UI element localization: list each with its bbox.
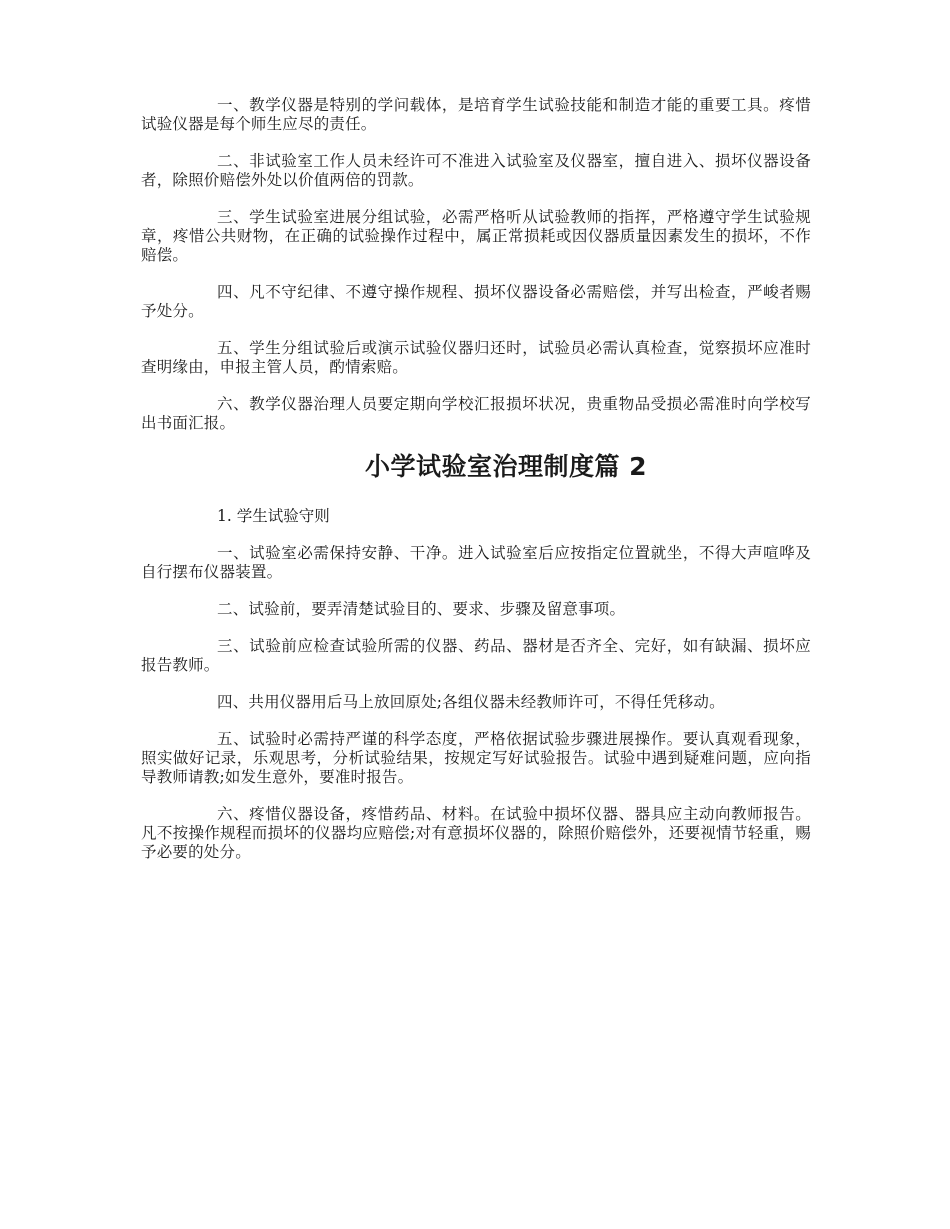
guideline-paragraph-1: 一、试验室必需保持安静、干净。进入试验室后应按指定位置就坐，不得大声喧哗及自行摆布仪器装置。 <box>141 544 811 581</box>
rule-paragraph-4: 四、凡不守纪律、不遵守操作规程、损坏仪器设备必需赔偿，并写出检查，严峻者赐予处分。 <box>141 283 811 320</box>
guideline-paragraph-2: 二、试验前，要弄清楚试验目的、要求、步骤及留意事项。 <box>217 600 626 618</box>
guideline-paragraph-3: 三、试验前应检查试验所需的仪器、药品、器材是否齐全、完好，如有缺漏、损坏应报告教师。 <box>141 637 811 674</box>
rule-paragraph-2: 二、非试验室工作人员未经许可不准进入试验室及仪器室，擅自进入、损坏仪器设备者，除照价赔偿外处以价值两倍的罚款。 <box>141 152 811 189</box>
rule-paragraph-6: 六、教学仪器治理人员要定期向学校汇报损坏状况，贵重物品受损必需准时向学校写出书面汇报。 <box>141 395 811 432</box>
rule-paragraph-5: 五、学生分组试验后或演示试验仪器归还时，试验员必需认真检查，觉察损坏应准时查明缘由，申报主管人员，酌情索赔。 <box>141 339 811 376</box>
section-heading: 小学试验室治理制度篇 2 <box>364 452 648 481</box>
section-subtitle: 1. 学生试验守则 <box>217 507 330 525</box>
rule-paragraph-3: 三、学生试验室进展分组试验，必需严格听从试验教师的指挥，严格遵守学生试验规章，疼惜公共财物，在正确的试验操作过程中，属正常损耗或因仪器质量因素发生的损坏，不作赔偿。 <box>141 208 811 264</box>
document-page <box>141 96 811 880</box>
rule-paragraph-1: 一、教学仪器是特别的学问载体，是培育学生试验技能和制造才能的重要工具。疼惜试验仪器是每个师生应尽的责任。 <box>141 96 811 133</box>
guideline-paragraph-4: 四、共用仪器用后马上放回原处;各组仪器未经教师许可，不得任凭移动。 <box>217 693 725 711</box>
guideline-paragraph-6: 六、疼惜仪器设备，疼惜药品、材料。在试验中损坏仪器、器具应主动向教师报告。凡不按操作规程而损坏的仪器均应赔偿;对有意损坏仪器的，除照价赔偿外，还要视情节轻重，赐予必要的处分。 <box>141 805 811 861</box>
guideline-paragraph-5: 五、试验时必需持严谨的科学态度，严格依据试验步骤进展操作。要认真观看现象，照实做好记录，乐观思考，分析试验结果，按规定写好试验报告。试验中遇到疑难问题，应向指导教师请教;如发生意外，要准时报告。 <box>141 730 811 786</box>
